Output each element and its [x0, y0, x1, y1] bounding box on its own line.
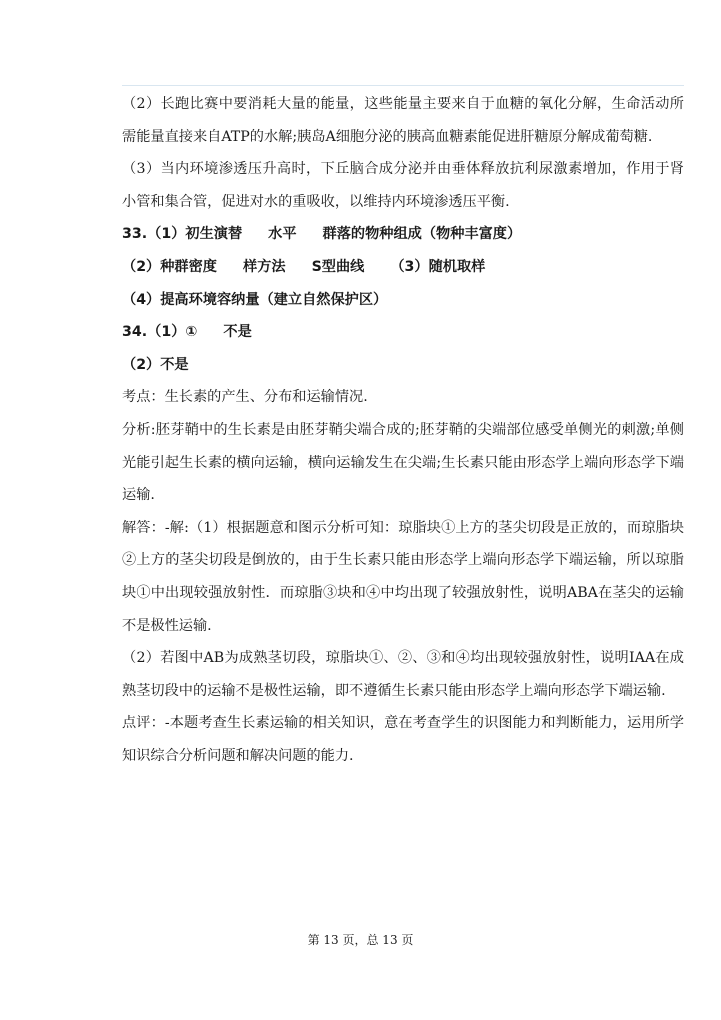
q34-block: 34.（1）①: [122, 324, 198, 341]
header-rule: [122, 85, 684, 86]
q33-quadrat: 样方法: [243, 258, 286, 275]
q34-answer-1: [122, 316, 684, 349]
analysis-jieda-2: （2）若图中AB为成熟茎切段，琼脂块①、②、③和④均出现较强放射性，说明IAA在成熟茎切段中的运输不是极性运输，即不遵循生长素只能由形态学上端向形态学下端运输.: [122, 650, 684, 699]
q33-succession: 33.（1）初生演替: [122, 226, 243, 243]
q33-horizontal: 水平: [268, 226, 297, 243]
q34-answer-2: （2）不是: [122, 356, 189, 373]
page-footer: 第 13 页，总 13 页: [307, 933, 414, 947]
q33-answer-4: （4）提高环境容纳量（建立自然保护区）: [122, 291, 388, 308]
analysis-dianping: 点评：-本题考查生长素运输的相关知识，意在考查学生的识图能力和判断能力，运用所学知识综合分析问题和解决问题的能力.: [122, 715, 684, 764]
answer-content: [122, 88, 684, 772]
paragraph-osmotic: （3）当内环境渗透压升高时，下丘脑合成分泌并由垂体释放抗利尿激素增加，作用于肾小管和集合管，促进对水的重吸收，以维持内环境渗透压平衡.: [122, 161, 684, 210]
q33-species: 群落的物种组成（物种丰富度）: [322, 226, 522, 243]
paragraph-energy: （2）长跑比赛中要消耗大量的能量，这些能量主要来自于血糖的氧化分解，生命活动所需能量直接来自ATP的水解;胰岛A细胞分泌的胰高血糖素能促进肝糖原分解成葡萄糖.: [122, 96, 684, 145]
q33-answer-2: [122, 251, 684, 284]
q33-answer-1: [122, 218, 684, 251]
analysis-jieda-1: 解答：-解:（1）根据题意和图示分析可知：琼脂块①上方的茎尖切段是正放的，而琼脂块②上方的茎尖切段是倒放的，由于生长素只能由形态学上端向形态学下端运输，所以琼脂块①中出现较强放射性．而琼脂③块和④中均出现了较强放射性，说明ABA在茎尖的运输不是极性运输.: [122, 519, 684, 634]
q34-not: 不是: [223, 324, 252, 341]
q33-s-curve: S型曲线: [311, 258, 365, 275]
analysis-fenxi: 分析:胚芽鞘中的生长素是由胚芽鞘尖端合成的;胚芽鞘的尖端部位感受单侧光的刺激;单侧光能引起生长素的横向运输，横向运输发生在尖端;生长素只能由形态学上端向形态学下端运输.: [122, 421, 684, 504]
analysis-kaodian: 考点：生长素的产生、分布和运输情况.: [122, 389, 368, 406]
q33-random: （3）随机取样: [390, 258, 486, 275]
q33-density: （2）种群密度: [122, 258, 217, 275]
